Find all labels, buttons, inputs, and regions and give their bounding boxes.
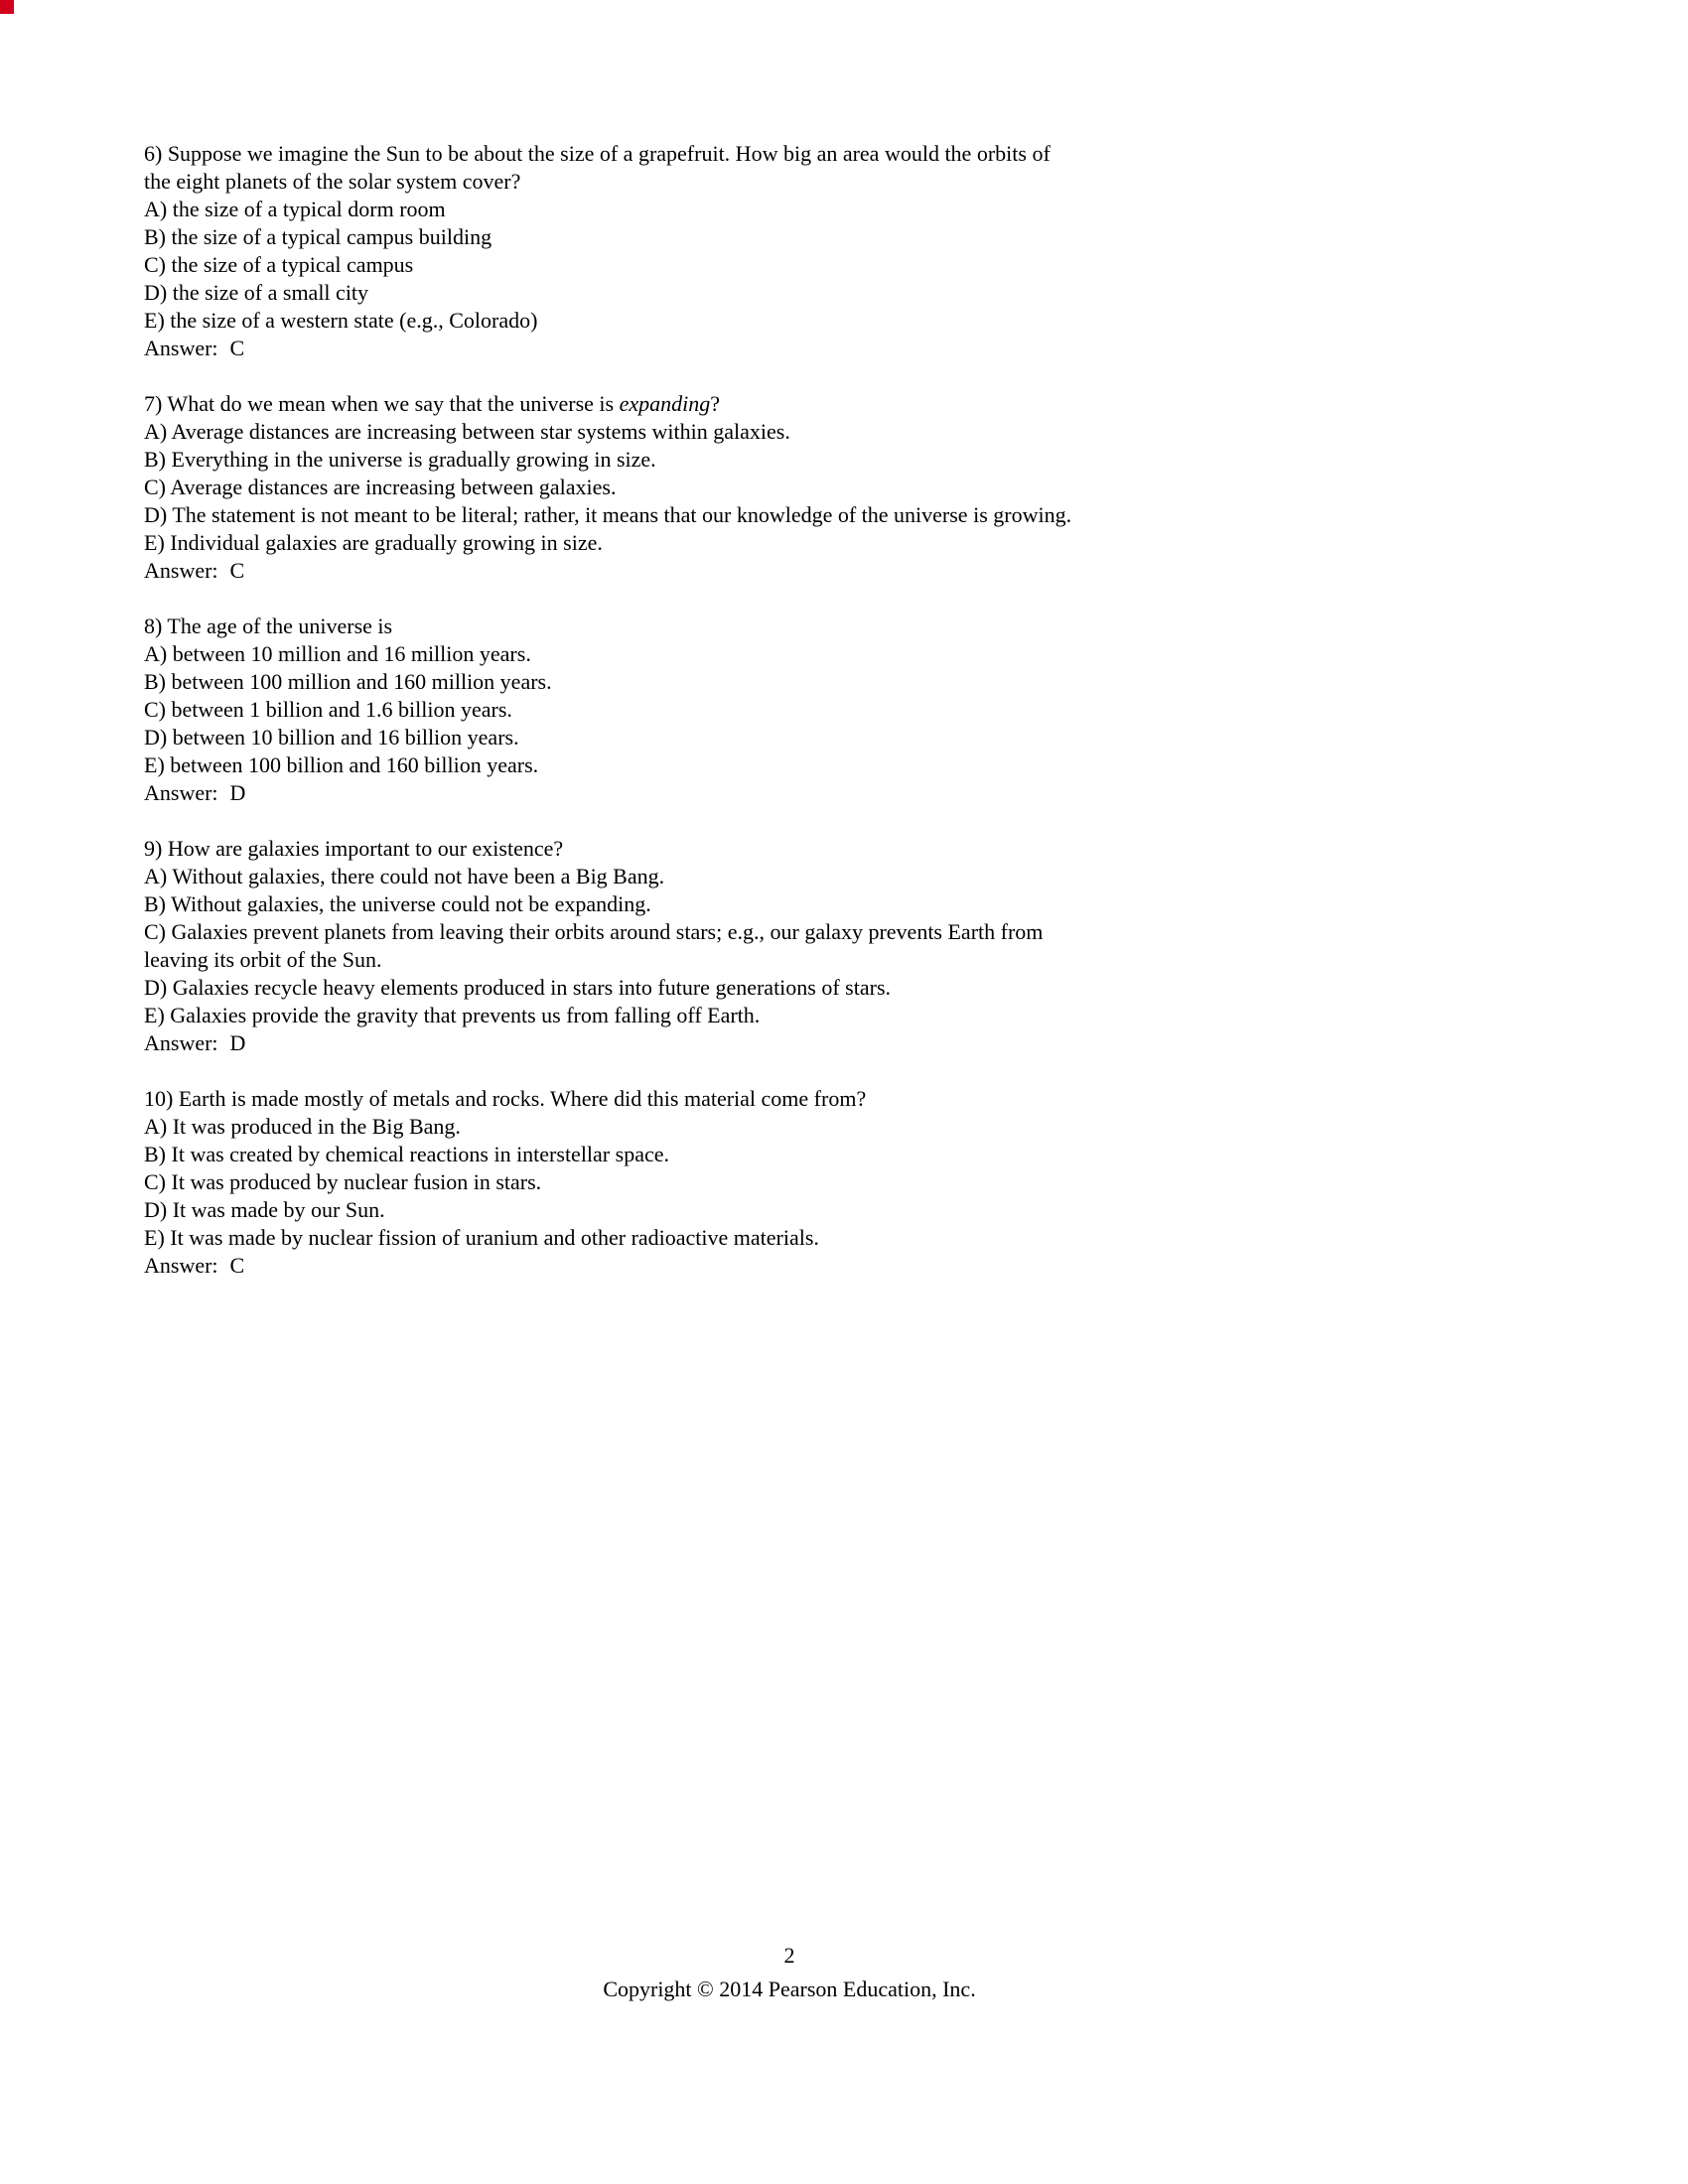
answer-value: D [229,1030,246,1055]
answer-option: B) Everything in the universe is gradually growing in size. [144,447,656,472]
questions [144,140,1082,1307]
answer-option: C) the size of a typical campus [144,252,414,277]
answer-value: C [229,336,245,360]
answer-value: C [229,558,245,583]
answer-option: C) It was produced by nuclear fusion in stars. [144,1169,542,1194]
answer-option: D) the size of a small city [144,280,369,305]
answer-label: Answer: [144,1253,218,1278]
answer-value: D [229,780,246,805]
answer-option: C) Galaxies prevent planets from leaving their orbits around stars; e.g., our galaxy prevents Earth from leaving its orbit of the Sun. [144,919,1044,972]
page-number: 2 [783,1943,795,1968]
answer-option: E) It was made by nuclear fission of uranium and other radioactive materials. [144,1225,819,1250]
answer-option: B) It was created by chemical reactions in interstellar space. [144,1142,669,1166]
answer-label: Answer: [144,558,218,583]
question-block [144,390,1082,585]
answer-option: E) between 100 billion and 160 billion years. [144,752,539,777]
answer-option: E) Galaxies provide the gravity that prevents us from falling off Earth. [144,1003,761,1027]
corner-marker [0,0,14,14]
question-block [144,140,1082,362]
answer-option: D) between 10 billion and 16 billion years. [144,725,519,750]
stem-segment: 10) Earth is made mostly of metals and rocks. Where did this material come from? [144,1086,867,1111]
answer-option: D) It was made by our Sun. [144,1197,385,1222]
answer-line [144,557,1082,585]
answer-label: Answer: [144,336,218,360]
answer-line [144,1252,1082,1280]
answer-option: D) Galaxies recycle heavy elements produced in stars into future generations of stars. [144,975,892,1000]
answer-value: C [229,1253,245,1278]
answer-option: A) It was produced in the Big Bang. [144,1114,461,1139]
stem-segment: 7) What do we mean when we say that the universe is [144,391,620,416]
question-stem [144,140,1082,196]
question-stem [144,835,1082,863]
stem-italic-segment: expanding [619,391,711,416]
question-stem [144,390,1082,418]
answer-option: E) Individual galaxies are gradually growing in size. [144,530,603,555]
answer-label: Answer: [144,1030,218,1055]
stem-segment: 6) Suppose we imagine the Sun to be about the size of a grapefruit. How big an area would the orbits of the eight planets of the solar system cover? [144,141,1051,194]
answer-option: B) Without galaxies, the universe could not be expanding. [144,891,651,916]
copyright-line: Copyright © 2014 Pearson Education, Inc. [603,1977,976,2001]
answer-line [144,335,1082,362]
answer-label: Answer: [144,780,218,805]
question-stem [144,1085,1082,1113]
question-stem [144,613,1082,640]
answer-option: A) Average distances are increasing between star systems within galaxies. [144,419,790,444]
stem-segment: 8) The age of the universe is [144,614,393,638]
answer-option: B) between 100 million and 160 million years. [144,669,552,694]
answer-option: B) the size of a typical campus building [144,224,492,249]
answer-option: A) between 10 million and 16 million years. [144,641,531,666]
page-footer [0,1942,1579,2003]
answer-line [144,779,1082,807]
question-block [144,613,1082,807]
stem-segment: 9) How are galaxies important to our existence? [144,836,564,861]
answer-option: C) Average distances are increasing between galaxies. [144,475,617,499]
question-block [144,835,1082,1057]
question-block [144,1085,1082,1280]
answer-line [144,1029,1082,1057]
answer-option: A) Without galaxies, there could not have been a Big Bang. [144,864,665,888]
answer-option: A) the size of a typical dorm room [144,197,446,221]
answer-option: D) The statement is not meant to be literal; rather, it means that our knowledge of the universe is growing. [144,502,1072,527]
answer-option: C) between 1 billion and 1.6 billion years. [144,697,512,722]
stem-segment: ? [710,391,720,416]
answer-option: E) the size of a western state (e.g., Colorado) [144,308,538,333]
